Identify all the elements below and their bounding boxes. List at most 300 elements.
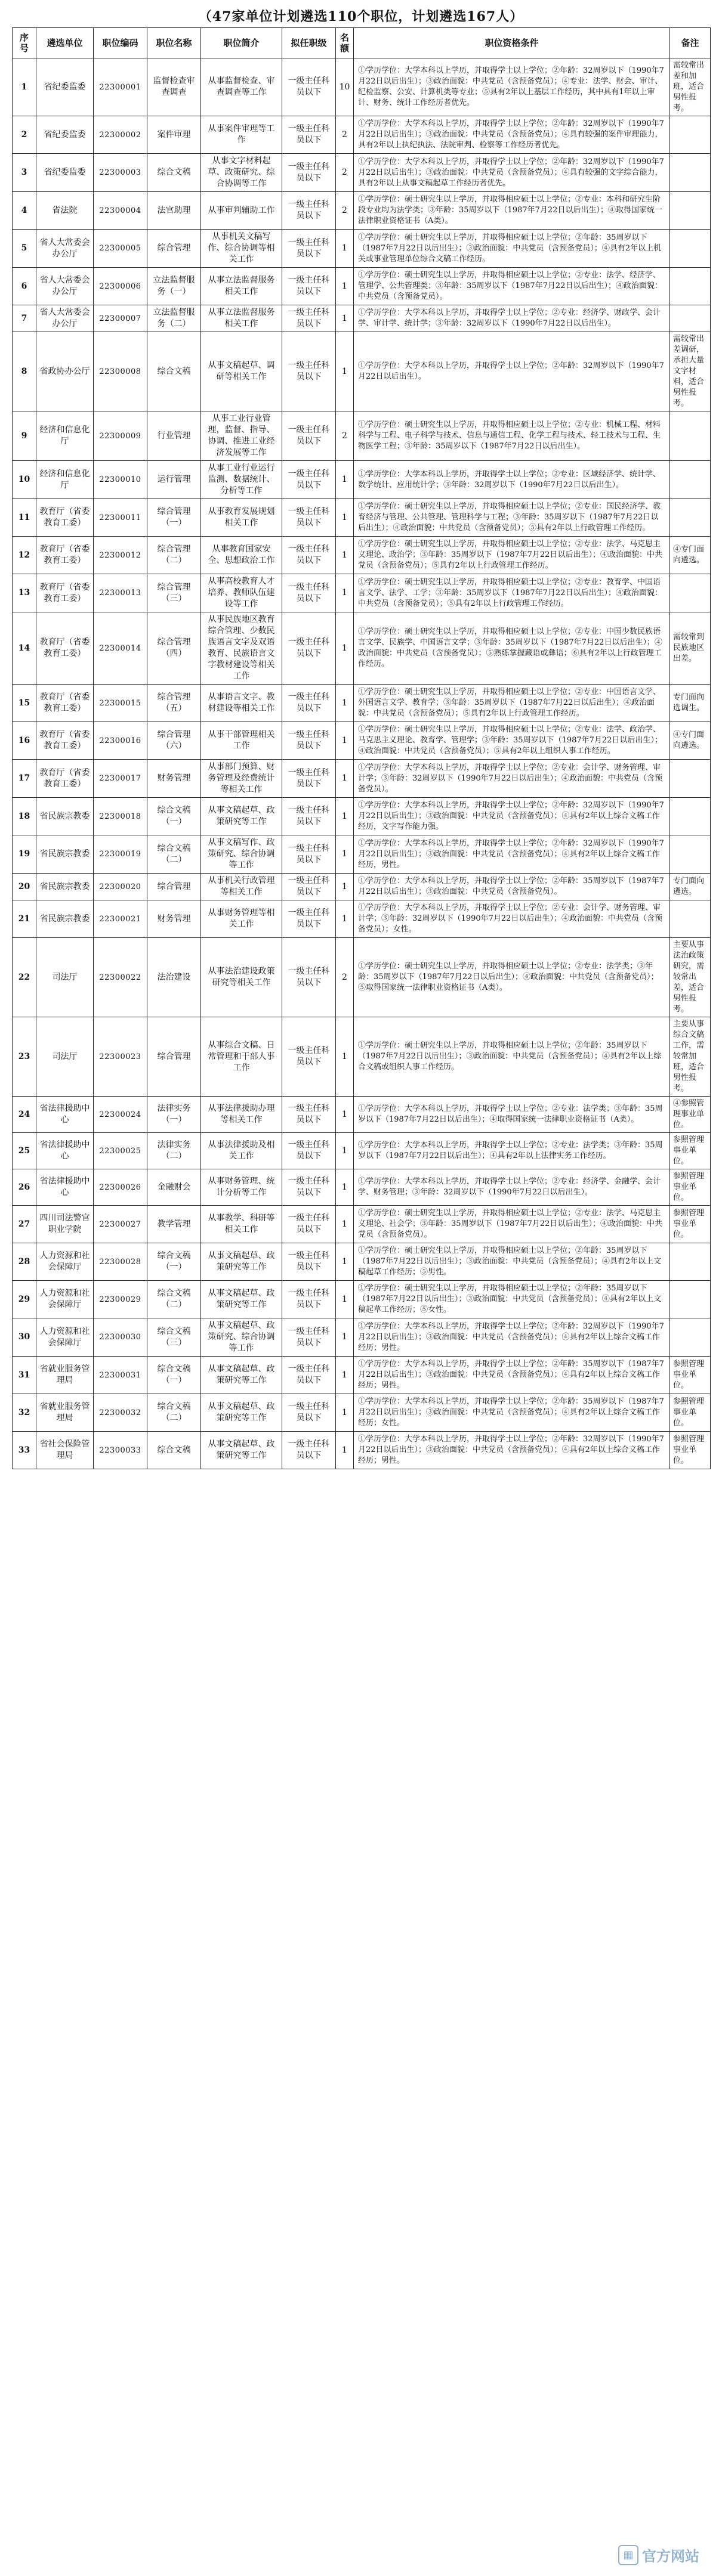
cell-level: 一级主任科员以下 xyxy=(282,1243,336,1281)
cell-requirements: ①学历学位：大学本科以上学历，并取得学士以上学位；②年龄：32周岁以下（1990年7月22日以后出生）；③政治面貌：中共党员（含预备党员）；④具有2年以上综合文稿工作经历；男性。 xyxy=(354,1432,670,1469)
cell-seq: 4 xyxy=(13,192,36,230)
cell-seq: 28 xyxy=(13,1243,36,1281)
cell-seq: 23 xyxy=(13,1017,36,1097)
cell-quota: 1 xyxy=(336,268,354,305)
cell-note: 需较常出差调研，承担大量文字材料，适合男性报考。 xyxy=(670,332,711,411)
cell-unit: 经济和信息化厅 xyxy=(36,461,94,499)
cell-requirements: ①学历学位：大学本科以上学历，并取得学士以上学位；②年龄：32周岁以下（1990年7月22日以后出生）；③政治面貌：中共党员（含预备党员）；④具有较强的案件审理能力，具有2年以上执纪执法、法院审判、检察等工作经历者优先。 xyxy=(354,116,670,154)
cell-quota: 1 xyxy=(336,461,354,499)
table-row xyxy=(13,574,711,612)
cell-name: 综合文稿 xyxy=(147,154,201,192)
cell-name: 案件审理 xyxy=(147,116,201,154)
cell-quota: 1 xyxy=(336,1133,354,1169)
cell-desc: 从事部门预算、财务管理及经费统计等相关工作 xyxy=(201,760,282,798)
cell-code: 22300009 xyxy=(94,411,147,461)
cell-requirements: ①学历学位：硕士研究生以上学历，并取得相应硕士以上学位；②专业：机械工程、材料科学与工程、电子科学与技术、信息与通信工程、化学工程与技术、轻工技术与工程、生物医学工程；③年龄：35周岁以下（1987年7月22日以后出生）。 xyxy=(354,411,670,461)
cell-requirements: ①学历学位：硕士研究生以上学历，并取得相应硕士以上学位；②专业：教育学、中国语言文学、法学、工学；③年龄：35周岁以下（1987年7月22日以后出生）；④政治面貌：中共党员（含预备党员）；⑤具有2年以上行政管理工作经历。 xyxy=(354,574,670,612)
cell-unit: 司法厅 xyxy=(36,1017,94,1097)
cell-seq: 7 xyxy=(13,305,36,332)
table-row xyxy=(13,1318,711,1357)
table-row xyxy=(13,1281,711,1318)
cell-code: 22300019 xyxy=(94,835,147,874)
cell-name: 综合管理（一） xyxy=(147,499,201,537)
cell-level: 一级主任科员以下 xyxy=(282,612,336,685)
cell-requirements: ①学历学位：大学本科以上学历，并取得学士以上学位；②年龄：32周岁以下（1990年7月22日以后出生）；③政治面貌：中共党员（含预备党员）；④具有较强的文字综合能力，具有2年以上从事文稿起草工作经历者优先。 xyxy=(354,154,670,192)
cell-level: 一级主任科员以下 xyxy=(282,900,336,938)
table-row xyxy=(13,1357,711,1394)
cell-unit: 人力资源和社会保障厅 xyxy=(36,1281,94,1318)
table-row xyxy=(13,1432,711,1469)
table-row xyxy=(13,305,711,332)
cell-desc: 从事干部管理相关工作 xyxy=(201,722,282,760)
table-row xyxy=(13,1394,711,1432)
cell-level: 一级主任科员以下 xyxy=(282,685,336,722)
table-row xyxy=(13,1017,711,1097)
cell-note xyxy=(670,154,711,192)
cell-desc: 从事文稿起草、政策研究、综合协调等工作 xyxy=(201,1318,282,1357)
cell-level: 一级主任科员以下 xyxy=(282,332,336,411)
cell-name: 综合文稿（一） xyxy=(147,798,201,835)
cell-code: 22300018 xyxy=(94,798,147,835)
cell-requirements: ①学历学位：大学本科以上学历，并取得学士以上学位；②专业：经济学、金融学、会计学、财务管理；③年龄：32周岁以下（1990年7月22日以后出生）。 xyxy=(354,1169,670,1206)
cell-requirements: ①学历学位：大学本科以上学历，并取得学士以上学位；②专业：区域经济学、统计学、数学统计、应用统计学；③年龄：32周岁以下（1990年7月22日以后出生）。 xyxy=(354,461,670,499)
document xyxy=(12,0,710,1469)
cell-name: 综合文稿（三） xyxy=(147,1318,201,1357)
cell-level: 一级主任科员以下 xyxy=(282,411,336,461)
cell-seq: 6 xyxy=(13,268,36,305)
cell-desc: 从事综合文稿、日常管理和干部人事工作 xyxy=(201,1017,282,1097)
cell-seq: 11 xyxy=(13,499,36,537)
cell-level: 一级主任科员以下 xyxy=(282,230,336,268)
cell-code: 22300015 xyxy=(94,685,147,722)
cell-note xyxy=(670,900,711,938)
cell-name: 综合文稿（一） xyxy=(147,1357,201,1394)
cell-code: 22300029 xyxy=(94,1281,147,1318)
cell-level: 一级主任科员以下 xyxy=(282,798,336,835)
cell-unit: 省法律援助中心 xyxy=(36,1133,94,1169)
cell-seq: 20 xyxy=(13,874,36,900)
cell-requirements: ①学历学位：大学本科以上学历，并取得学士以上学位；②专业：会计学、财务管理、审计学；③年龄：32周岁以下（1990年7月22日以后出生）；④政治面貌：中共党员（含预备党员）；女性。 xyxy=(354,900,670,938)
cell-desc: 从事立法监督服务相关工作 xyxy=(201,305,282,332)
cell-code: 22300010 xyxy=(94,461,147,499)
cell-code: 22300002 xyxy=(94,116,147,154)
cell-quota: 10 xyxy=(336,58,354,116)
cell-requirements: ①学历学位：硕士研究生以上学历，并取得相应硕士以上学位；②专业：中国语言文学、外国语言文学、教育学；③年龄：35周岁以下（1987年7月22日以后出生）；④政治面貌：中共党员（含预备党员）；⑤具有2年以上行政管理工作经历。 xyxy=(354,685,670,722)
cell-name: 法官助理 xyxy=(147,192,201,230)
cell-level: 一级主任科员以下 xyxy=(282,305,336,332)
cell-seq: 18 xyxy=(13,798,36,835)
cell-seq: 21 xyxy=(13,900,36,938)
header-seq: 序号 xyxy=(13,28,36,58)
cell-requirements: ①学历学位：硕士研究生以上学历，并取得相应硕士以上学位；②专业：法学、政治学、马克思主义理论、教育学、管理学；③年龄：35周岁以下（1987年7月22日以后出生）；④政治面貌：中共党员（含预备党员）；⑤具有2年以上组织人事工作经历。 xyxy=(354,722,670,760)
table-row xyxy=(13,154,711,192)
header-code: 职位编码 xyxy=(94,28,147,58)
cell-name: 立法监督服务（二） xyxy=(147,305,201,332)
cell-name: 综合文稿 xyxy=(147,1432,201,1469)
cell-quota: 1 xyxy=(336,722,354,760)
cell-requirements: ①学历学位：硕士研究生以上学历，并取得相应硕士以上学位；②年龄：35周岁以下（1987年7月22日以后出生）；③政治面貌：中共党员（含预备党员）；④具有2年以上文稿起草工作经历；⑤女性。 xyxy=(354,1281,670,1318)
cell-unit: 教育厅（省委教育工委） xyxy=(36,760,94,798)
cell-quota: 1 xyxy=(336,685,354,722)
site-watermark xyxy=(618,2544,699,2565)
cell-note: 参照管理事业单位。 xyxy=(670,1394,711,1432)
cell-name: 法治建设 xyxy=(147,938,201,1017)
cell-note xyxy=(670,230,711,268)
cell-level: 一级主任科员以下 xyxy=(282,574,336,612)
cell-note: ④专门面向遴选。 xyxy=(670,722,711,760)
cell-name: 教学管理 xyxy=(147,1206,201,1243)
cell-name: 综合管理 xyxy=(147,874,201,900)
table-row xyxy=(13,192,711,230)
cell-code: 22300008 xyxy=(94,332,147,411)
cell-desc: 从事工业行业运行监测、数据统计、分析等工作 xyxy=(201,461,282,499)
cell-quota: 2 xyxy=(336,411,354,461)
cell-name: 综合管理（五） xyxy=(147,685,201,722)
cell-note xyxy=(670,1318,711,1357)
table-row xyxy=(13,722,711,760)
cell-code: 22300005 xyxy=(94,230,147,268)
cell-code: 22300031 xyxy=(94,1357,147,1394)
cell-name: 财务管理 xyxy=(147,760,201,798)
cell-name: 综合管理（四） xyxy=(147,612,201,685)
cell-desc: 从事文稿写作、政策研究、综合协调等工作 xyxy=(201,835,282,874)
cell-requirements: ①学历学位：硕士研究生以上学历，并取得相应硕士以上学位；②专业：法学、马克思主义理论、政治学；③年龄：35周岁以下（1987年7月22日以后出生）；④政治面貌：中共党员（含预备党员）；⑤具有2年以上行政管理工作经历。 xyxy=(354,537,670,574)
cell-code: 22300030 xyxy=(94,1318,147,1357)
cell-desc: 从事工业行业管理，监督、指导、协调、推进工业经济发展等工作 xyxy=(201,411,282,461)
cell-name: 综合管理 xyxy=(147,230,201,268)
cell-quota: 1 xyxy=(336,835,354,874)
cell-level: 一级主任科员以下 xyxy=(282,760,336,798)
cell-note: 参照管理事业单位。 xyxy=(670,1133,711,1169)
cell-code: 22300011 xyxy=(94,499,147,537)
cell-quota: 2 xyxy=(336,116,354,154)
cell-quota: 1 xyxy=(336,1281,354,1318)
table-row xyxy=(13,116,711,154)
cell-seq: 33 xyxy=(13,1432,36,1469)
cell-quota: 1 xyxy=(336,1017,354,1097)
cell-requirements: ①学历学位：大学本科以上学历，并取得学士以上学位；②年龄：35周岁以下（1987年7月22日以后出生）；③政治面貌：中共党员（含预备党员）；④具有2年以上综合文稿工作经历；男性。 xyxy=(354,1357,670,1394)
cell-quota: 1 xyxy=(336,230,354,268)
cell-code: 22300032 xyxy=(94,1394,147,1432)
cell-seq: 22 xyxy=(13,938,36,1017)
cell-seq: 29 xyxy=(13,1281,36,1318)
cell-unit: 省纪委监委 xyxy=(36,154,94,192)
cell-seq: 15 xyxy=(13,685,36,722)
cell-unit: 教育厅（省委教育工委） xyxy=(36,537,94,574)
cell-quota: 1 xyxy=(336,1432,354,1469)
cell-seq: 19 xyxy=(13,835,36,874)
cell-quota: 1 xyxy=(336,1097,354,1133)
cell-seq: 24 xyxy=(13,1097,36,1133)
cell-note xyxy=(670,461,711,499)
cell-desc: 从事高校教育人才培养、教师队伍建设等工作 xyxy=(201,574,282,612)
cell-requirements: ①学历学位：硕士研究生以上学历，并取得相应硕士以上学位；②专业：国民经济学、教育经济与管理、公共管理、管理科学与工程；③年龄：35周岁以下（1987年7月22日以后出生）；④政治面貌：中共党员（含预备党员）；⑤具有2年以上行政管理工作经历。 xyxy=(354,499,670,537)
table-row xyxy=(13,835,711,874)
cell-unit: 省就业服务管理局 xyxy=(36,1394,94,1432)
cell-quota: 2 xyxy=(336,192,354,230)
grid-logo-icon: ▦ xyxy=(618,2545,638,2565)
cell-desc: 从事文稿起草、政策研究等工作 xyxy=(201,1432,282,1469)
cell-code: 22300028 xyxy=(94,1243,147,1281)
cell-code: 22300016 xyxy=(94,722,147,760)
cell-unit: 省法律援助中心 xyxy=(36,1097,94,1133)
cell-name: 财务管理 xyxy=(147,900,201,938)
cell-name: 综合文稿（一） xyxy=(147,1243,201,1281)
cell-code: 22300007 xyxy=(94,305,147,332)
cell-name: 综合管理（六） xyxy=(147,722,201,760)
cell-code: 22300013 xyxy=(94,574,147,612)
header-desc: 职位简介 xyxy=(201,28,282,58)
cell-requirements: ①学历学位：大学本科以上学历，并取得学士以上学位；②专业：法学类；③年龄：35周岁以下（1987年7月22日以后出生）；④具有2年以上法律实务工作经历。 xyxy=(354,1133,670,1169)
cell-unit: 省法院 xyxy=(36,192,94,230)
cell-note xyxy=(670,760,711,798)
table-row xyxy=(13,537,711,574)
header-requirements: 职位资格条件 xyxy=(354,28,670,58)
cell-quota: 2 xyxy=(336,154,354,192)
cell-desc: 从事文稿起草、政策研究等工作 xyxy=(201,1357,282,1394)
cell-desc: 从事财务管理等相关工作 xyxy=(201,900,282,938)
positions-table xyxy=(12,27,711,1469)
cell-name: 综合文稿（二） xyxy=(147,1394,201,1432)
cell-unit: 人力资源和社会保障厅 xyxy=(36,1243,94,1281)
cell-note: 需较常出差和加班，适合男性报考。 xyxy=(670,58,711,116)
cell-unit: 省人大常委会办公厅 xyxy=(36,305,94,332)
cell-unit: 省民族宗教委 xyxy=(36,874,94,900)
table-caption: （47家单位计划遴选110个职位，计划遴选167人） xyxy=(198,9,524,24)
cell-unit: 省纪委监委 xyxy=(36,58,94,116)
cell-code: 22300012 xyxy=(94,537,147,574)
cell-unit: 教育厅（省委教育工委） xyxy=(36,499,94,537)
cell-requirements: ①学历学位：大学本科以上学历，并取得学士以上学位；②专业：会计学、财务管理、审计学；③年龄：32周岁以下（1990年7月22日以后出生）；④政治面貌：中共党员（含预备党员）。 xyxy=(354,760,670,798)
cell-name: 行业管理 xyxy=(147,411,201,461)
cell-requirements: ①学历学位：大学本科以上学历，并取得学士以上学位；②年龄：32周岁以下（1990年7月22日以后出生）；③政治面貌：中共党员（含预备党员）；④具有2年以上综合文稿工作经历，男性。 xyxy=(354,835,670,874)
cell-quota: 1 xyxy=(336,305,354,332)
cell-note: 参照管理事业单位。 xyxy=(670,1169,711,1206)
cell-desc: 从事文稿起草、政策研究等工作 xyxy=(201,1243,282,1281)
cell-level: 一级主任科员以下 xyxy=(282,1432,336,1469)
cell-requirements: ①学历学位：硕士研究生以上学历，并取得相应硕士以上学位；②专业：法学、马克思主义理论、社会学；③年龄：35周岁以下（1987年7月22日以后出生）；④政治面貌：中共党员（含预备党员）。 xyxy=(354,1206,670,1243)
cell-unit: 省人大常委会办公厅 xyxy=(36,230,94,268)
cell-requirements: ①学历学位：硕士研究生以上学历，并取得相应硕士以上学位；②年龄：35周岁以下（1987年7月22日以后出生）；③政治面貌：中共党员（含预备党员）；④具有2年以上机关或事业管理单位综合文稿工作经历。 xyxy=(354,230,670,268)
cell-code: 22300021 xyxy=(94,900,147,938)
cell-seq: 12 xyxy=(13,537,36,574)
cell-requirements: ①学历学位：大学本科以上学历，并取得学士以上学位；②年龄：32周岁以下（1990年7月22日以后出生）；③政治面貌：中共党员（含预备党员）；④具有2年以上综合文稿工作经历；男性。 xyxy=(354,1318,670,1357)
table-row xyxy=(13,1243,711,1281)
cell-level: 一级主任科员以下 xyxy=(282,1281,336,1318)
cell-unit: 司法厅 xyxy=(36,938,94,1017)
cell-note: 参照管理事业单位。 xyxy=(670,1432,711,1469)
table-row xyxy=(13,874,711,900)
cell-level: 一级主任科员以下 xyxy=(282,1206,336,1243)
cell-note xyxy=(670,499,711,537)
cell-unit: 省民族宗教委 xyxy=(36,900,94,938)
cell-code: 22300025 xyxy=(94,1133,147,1169)
cell-unit: 四川司法警官职业学院 xyxy=(36,1206,94,1243)
cell-seq: 32 xyxy=(13,1394,36,1432)
cell-note xyxy=(670,268,711,305)
header-name: 职位名称 xyxy=(147,28,201,58)
cell-seq: 5 xyxy=(13,230,36,268)
cell-level: 一级主任科员以下 xyxy=(282,461,336,499)
cell-level: 一级主任科员以下 xyxy=(282,268,336,305)
cell-unit: 经济和信息化厅 xyxy=(36,411,94,461)
table-row xyxy=(13,58,711,116)
cell-level: 一级主任科员以下 xyxy=(282,116,336,154)
cell-note xyxy=(670,192,711,230)
cell-unit: 教育厅（省委教育工委） xyxy=(36,685,94,722)
cell-quota: 1 xyxy=(336,1243,354,1281)
cell-level: 一级主任科员以下 xyxy=(282,1017,336,1097)
table-body xyxy=(13,58,711,1469)
table-row xyxy=(13,1097,711,1133)
cell-code: 22300020 xyxy=(94,874,147,900)
cell-desc: 从事法治建设政策研究等相关工作 xyxy=(201,938,282,1017)
cell-unit: 教育厅（省委教育工委） xyxy=(36,574,94,612)
cell-code: 22300001 xyxy=(94,58,147,116)
cell-quota: 1 xyxy=(336,798,354,835)
cell-desc: 从事机关文稿写作、综合协调等相关工作 xyxy=(201,230,282,268)
table-row xyxy=(13,612,711,685)
cell-note: 专门面向遴选。 xyxy=(670,874,711,900)
cell-requirements: ①学历学位：大学本科以上学历，并取得学士以上学位；②专业：法学类；③年龄：35周岁以下（1987年7月22日以后出生）；④取得国家统一法律职业资格证书（A类）。 xyxy=(354,1097,670,1133)
cell-unit: 省政协办公厅 xyxy=(36,332,94,411)
cell-desc: 从事财务管理、统计分析等工作 xyxy=(201,1169,282,1206)
cell-desc: 从事教育发展规划相关工作 xyxy=(201,499,282,537)
cell-desc: 从事文字材料起草、政策研究、综合协调等工作 xyxy=(201,154,282,192)
cell-code: 22300003 xyxy=(94,154,147,192)
cell-desc: 从事语言文字、教材建设等相关工作 xyxy=(201,685,282,722)
cell-desc: 从事教育国家安全、思想政治工作 xyxy=(201,537,282,574)
cell-unit: 省民族宗教委 xyxy=(36,835,94,874)
cell-desc: 从事教学、科研等相关工作 xyxy=(201,1206,282,1243)
cell-desc: 从事法律援助办理等相关工作 xyxy=(201,1097,282,1133)
table-row xyxy=(13,760,711,798)
cell-name: 综合文稿 xyxy=(147,332,201,411)
watermark-text: 官方网站 xyxy=(642,2548,699,2565)
cell-name: 法律实务（一） xyxy=(147,1097,201,1133)
cell-requirements: ①学历学位：硕士研究生以上学历，并取得相应硕士以上学位；②年龄：35周岁以下（1987年7月22日以后出生）；③政治面貌：中共党员（含预备党员）；④具有2年以上综合文稿或组织人事工作经历。 xyxy=(354,1017,670,1097)
cell-seq: 13 xyxy=(13,574,36,612)
cell-code: 22300023 xyxy=(94,1017,147,1097)
header-note: 备注 xyxy=(670,28,711,58)
cell-code: 22300033 xyxy=(94,1432,147,1469)
cell-name: 监督检查审查调查 xyxy=(147,58,201,116)
cell-seq: 9 xyxy=(13,411,36,461)
header-level: 拟任职级 xyxy=(282,28,336,58)
cell-level: 一级主任科员以下 xyxy=(282,938,336,1017)
cell-note: 参照管理事业单位。 xyxy=(670,1206,711,1243)
header-unit: 遴选单位 xyxy=(36,28,94,58)
table-row xyxy=(13,411,711,461)
cell-note: 主要从事综合文稿工作，需较常加班，适合男性报考。 xyxy=(670,1017,711,1097)
table-row xyxy=(13,1169,711,1206)
cell-level: 一级主任科员以下 xyxy=(282,58,336,116)
cell-name: 法律实务（二） xyxy=(147,1133,201,1169)
header-quota: 名额 xyxy=(336,28,354,58)
cell-seq: 2 xyxy=(13,116,36,154)
cell-desc: 从事文稿起草、政策研究等工作 xyxy=(201,1394,282,1432)
table-row xyxy=(13,938,711,1017)
cell-quota: 1 xyxy=(336,874,354,900)
cell-note xyxy=(670,574,711,612)
cell-seq: 31 xyxy=(13,1357,36,1394)
cell-level: 一级主任科员以下 xyxy=(282,537,336,574)
cell-unit: 省民族宗教委 xyxy=(36,798,94,835)
cell-requirements: ①学历学位：大学本科以上学历，并取得学士以上学位；②年龄：32周岁以下（1990年7月22日以后出生）。 xyxy=(354,332,670,411)
cell-requirements: ①学历学位：硕士研究生以上学历，并取得相应硕士以上学位；②专业：法学类；③年龄：35周岁以下（1987年7月22日以后出生）；④政治面貌：中共党员（含预备党员）；⑤取得国家统一法律职业资格证书（A类）。 xyxy=(354,938,670,1017)
cell-quota: 1 xyxy=(336,574,354,612)
cell-level: 一级主任科员以下 xyxy=(282,1133,336,1169)
table-row xyxy=(13,230,711,268)
cell-unit: 人力资源和社会保障厅 xyxy=(36,1318,94,1357)
table-row xyxy=(13,332,711,411)
cell-desc: 从事文稿起草、政策研究等工作 xyxy=(201,1281,282,1318)
table-row xyxy=(13,798,711,835)
cell-name: 金融财会 xyxy=(147,1169,201,1206)
cell-code: 22300024 xyxy=(94,1097,147,1133)
cell-quota: 1 xyxy=(336,499,354,537)
cell-requirements: ①学历学位：大学本科以上学历，并取得学士以上学位；②年龄：35周岁以下（1987年7月22日以后出生）；③政治面貌：中共党员（含预备党员）；④具有2年以上综合文稿工作经历；女性。 xyxy=(354,1394,670,1432)
cell-desc: 从事立法监督服务相关工作 xyxy=(201,268,282,305)
cell-name: 立法监督服务（一） xyxy=(147,268,201,305)
cell-note: 需较常到民族地区出差。 xyxy=(670,612,711,685)
cell-requirements: ①学历学位：大学本科以上学历，并取得学士以上学位；②专业：经济学、财政学、会计学、审计学、统计学；③年龄：32周岁以下（1990年7月22日以后出生）。 xyxy=(354,305,670,332)
cell-name: 综合管理（二） xyxy=(147,537,201,574)
cell-note xyxy=(670,411,711,461)
cell-level: 一级主任科员以下 xyxy=(282,499,336,537)
cell-requirements: ①学历学位：大学本科以上学历，并取得学士以上学位；②年龄：35周岁以下（1987年7月22日以后出生）；③政治面貌：中共党员（含预备党员）。 xyxy=(354,874,670,900)
cell-desc: 从事文稿起草、调研等相关工作 xyxy=(201,332,282,411)
cell-note xyxy=(670,1281,711,1318)
cell-desc: 从事监督检查、审查调查等工作 xyxy=(201,58,282,116)
table-row xyxy=(13,900,711,938)
cell-code: 22300014 xyxy=(94,612,147,685)
table-row xyxy=(13,685,711,722)
cell-level: 一级主任科员以下 xyxy=(282,1097,336,1133)
cell-level: 一级主任科员以下 xyxy=(282,1169,336,1206)
cell-quota: 1 xyxy=(336,900,354,938)
cell-name: 综合管理 xyxy=(147,1017,201,1097)
table-row xyxy=(13,499,711,537)
cell-seq: 25 xyxy=(13,1133,36,1169)
cell-code: 22300022 xyxy=(94,938,147,1017)
cell-unit: 教育厅（省委教育工委） xyxy=(36,612,94,685)
cell-note xyxy=(670,116,711,154)
cell-quota: 1 xyxy=(336,1169,354,1206)
cell-unit: 省就业服务管理局 xyxy=(36,1357,94,1394)
cell-quota: 1 xyxy=(336,612,354,685)
cell-note xyxy=(670,835,711,874)
cell-note: 参照管理事业单位。 xyxy=(670,1357,711,1394)
cell-level: 一级主任科员以下 xyxy=(282,722,336,760)
cell-quota: 1 xyxy=(336,760,354,798)
cell-requirements: ①学历学位：硕士研究生以上学历，并取得相应硕士以上学位；②年龄：35周岁以下（1987年7月22日以后出生）；③政治面貌：中共党员（含预备党员）；④具有2年以上文稿起草工作经历；⑤男性。 xyxy=(354,1243,670,1281)
table-row xyxy=(13,461,711,499)
cell-desc: 从事案件审理等工作 xyxy=(201,116,282,154)
table-row xyxy=(13,1206,711,1243)
cell-seq: 14 xyxy=(13,612,36,685)
cell-note: ④专门面向遴选。 xyxy=(670,537,711,574)
cell-requirements: ①学历学位：硕士研究生以上学历，并取得相应硕士以上学位；②专业：法学、经济学、管理学、公共管理类；③年龄：35周岁以下（1987年7月22日以后出生）；④政治面貌：中共党员（含预备党员）。 xyxy=(354,268,670,305)
cell-seq: 26 xyxy=(13,1169,36,1206)
cell-seq: 1 xyxy=(13,58,36,116)
cell-name: 运行管理 xyxy=(147,461,201,499)
cell-note: 主要从事法治政策研究，需较常出差，适合男性报考。 xyxy=(670,938,711,1017)
cell-quota: 1 xyxy=(336,537,354,574)
cell-name: 综合管理（三） xyxy=(147,574,201,612)
cell-desc: 从事审判辅助工作 xyxy=(201,192,282,230)
cell-unit: 省社会保险管理局 xyxy=(36,1432,94,1469)
